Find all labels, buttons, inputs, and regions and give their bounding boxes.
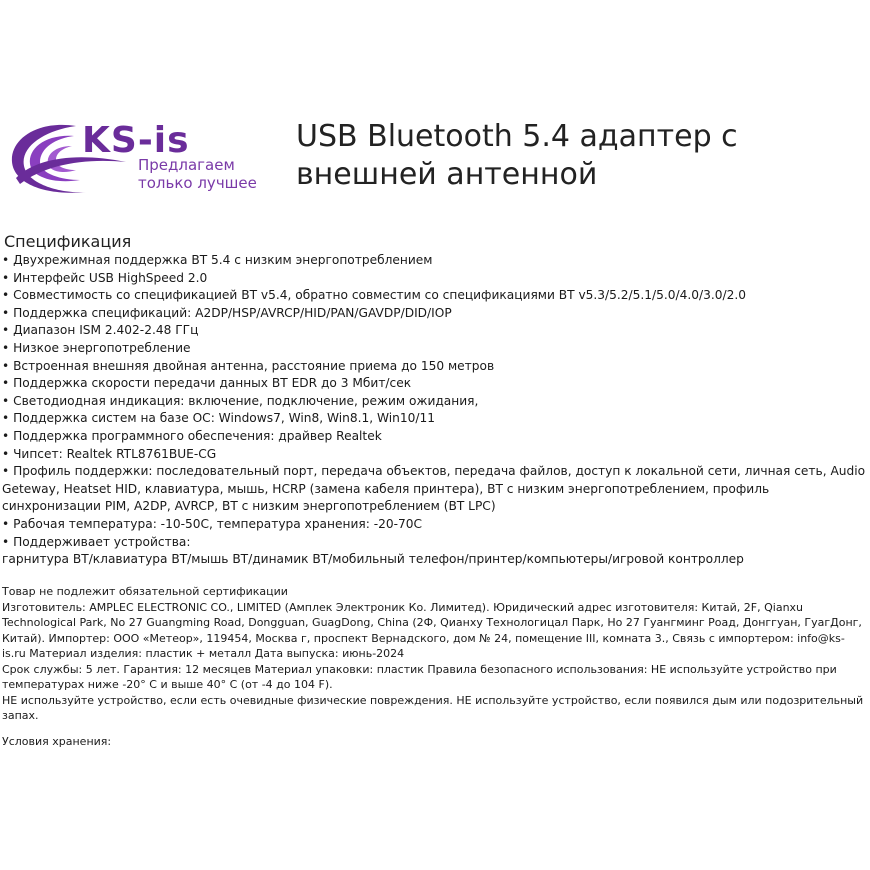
brand-name: KS-is	[82, 120, 190, 161]
legal-text	[2, 584, 868, 724]
legal-paragraph: Срок службы: 5 лет. Гарантия: 12 месяцев Материал упаковки: пластик Правила безопасного использования: НЕ используйте устройство при температурах ниже -20° С и выше 40° С (от -4 до 104 F).	[2, 662, 837, 691]
spec-item: • Интерфейс USB HighSpeed 2.0	[2, 270, 208, 285]
legal-paragraph: НЕ используйте устройство, если есть очевидные физические повреждения. НЕ используйте устройство, если появился дым или подозрительный запах.	[2, 693, 864, 722]
spec-item: • Светодиодная индикация: включение, подключение, режим ожидания,	[2, 393, 479, 408]
spec-heading: Спецификация	[4, 232, 132, 251]
spec-item: • Поддержка систем на базе ОС: Windows7, Win8, Win8.1, Win10/11	[2, 411, 436, 426]
spec-item: • Чипсет: Realtek RTL8761BUE-CG	[2, 446, 217, 461]
spec-item: • Поддержка спецификаций: A2DP/HSP/AVRCP/HID/PAN/GAVDP/DID/IOP	[2, 305, 452, 320]
spec-item: гарнитура BT/клавиатура BT/мышь BT/динамик BT/мобильный телефон/принтер/компьютеры/игровой контроллер	[2, 552, 744, 567]
spec-item: • Рабочая температура: -10-50С, температура хранения: -20-70С	[2, 516, 423, 531]
spec-item: • Низкое энергопотребление	[2, 340, 191, 355]
legal-paragraph: Товар не подлежит обязательной сертификации	[2, 585, 288, 598]
spec-item: • Двухрежимная поддержка BT 5.4 с низким энергопотреблением	[2, 253, 433, 267]
spec-item: • Совместимость со спецификацией BT v5.4, обратно совместим со спецификациями BT v5.3/5.2/5.1/5.0/4.0/3.0/2.0	[2, 288, 746, 303]
spec-item: • Диапазон ISM 2.402-2.48 ГГц	[2, 323, 199, 338]
product-title: USB Bluetooth 5.4 адаптер с внешней антенной	[296, 119, 738, 192]
storage-conditions: Условия хранения:	[2, 735, 112, 748]
spec-item: • Поддержка программного обеспечения: драйвер Realtek	[2, 428, 382, 443]
legal-paragraph: Изготовитель: AMPLEC ELECTRONIC CO., LIMITED (Амплек Электроник Ко. Лимитед). Юридический адрес изготовителя: Китай, 2F, Qianxu Technological Park, No 27 Guangming Road, Dongguan, GuagDong, China (2Ф, Qианху Технологицал Парк, Но 27 Гуангминг Роад, Донггуан, ГуагДонг, Китай). Импортер: ООО «Метеор», 119454, Москва г, проспект Вернадского, дом № 24, помещение III, комната 3., Связь с импортером: info@ks-is.ru Материал изделия: пластик + металл Дата выпуска: июнь-2024	[2, 600, 862, 660]
spec-item: • Поддержка скорости передачи данных BT EDR до 3 Мбит/сек	[2, 376, 412, 391]
spec-item: • Поддерживает устройства:	[2, 534, 191, 549]
brand-tagline: Предлагаем только лучшее	[138, 156, 257, 192]
spec-item: • Профиль поддержки: последовательный порт, передача объектов, передача файлов, доступ к локальной сети, личная сеть, Audio Geteway, Heatset HID, клавиатура, мышь, HCRP (замена кабеля принтера), BT с низким энергопотреблением, профиль синхронизации PIM, A2DP, AVRCP, BT с низким энергопотреблением (BT LPC)	[2, 464, 866, 514]
spec-item: • Встроенная внешняя двойная антенна, расстояние приема до 150 метров	[2, 358, 495, 373]
spec-list	[2, 252, 866, 569]
brand-logo	[6, 118, 276, 202]
